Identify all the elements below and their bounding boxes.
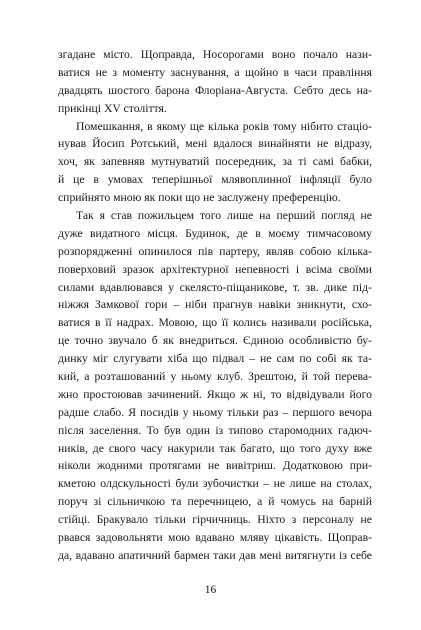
text-line: двадцять шостого барона Флоріана-Августа. Себто десь на- xyxy=(58,83,372,97)
text-line: ніколи жодними протягами не вивітриш. Додатковою при- xyxy=(58,459,372,473)
text-line: це точно звучало б як внедриться. Єдиною особливістю бу- xyxy=(58,334,372,348)
text-line: силами вдавлювався у скелясто-піщаникове, т. зв. дике під- xyxy=(58,280,372,294)
text-line: Помешкання, в якому ще кілька років тому нібито стаціо- xyxy=(76,119,372,133)
text-line: ніжжя Замкової гори – ніби прагнув навіки зникнути, схо- xyxy=(58,298,372,312)
text-line: динку міг слугувати хіба що підвал – не сам по собі як та- xyxy=(58,352,372,366)
body-text xyxy=(58,46,372,565)
text-line: й це в умовах теперішньої млявоплинної інфляції було xyxy=(58,173,372,187)
text-line: поверховий зразок архітектурної непевності і всіма своїми xyxy=(58,262,372,276)
text-line: після заселення. То був один із типово старомодних гадюч- xyxy=(58,423,372,437)
text-line: кий, а розташований у ньому клуб. Зрештою, й той перева- xyxy=(58,370,372,384)
text-line: рвався задовольняти мою вдавано мляву цікавість. Щоправ- xyxy=(58,531,372,545)
text-line: ників, де свого часу накурили так багато, що того духу вже xyxy=(58,441,372,455)
text-line: радше слабо. Я посидів у ньому тільки раз – першого вечора xyxy=(58,405,372,419)
text-line: Так я став пожильцем того лише на перший погляд не xyxy=(76,209,372,223)
text-line: прикінці XV століття. xyxy=(58,101,167,115)
text-line: розпорядженні опинилося пів партеру, являв собою кілька- xyxy=(58,244,372,258)
text-line: сприйнято мною як поки що не заслужену преференцію. xyxy=(58,191,341,205)
text-line: згадане місто. Щоправда, Носорогами воно почало нази- xyxy=(58,48,372,61)
text-line: поруч зі сільничкою та перечницею, а й чомусь на барній xyxy=(58,495,372,509)
text-line: нував Йосип Ротський, мені вдалося винайняти не відразу, xyxy=(58,137,372,151)
text-line: стійці. Бракувало тільки гірчичниць. Ніхто з персоналу не xyxy=(58,513,372,527)
text-line: ватися в її надрах. Мовою, що її колись називали російська, xyxy=(58,316,372,330)
text-line: дуже видатного місця. Будинок, де в моєму тимчасовому xyxy=(58,226,372,240)
text-line: хоч, як запевняв мутнуватий посередник, за ті самі бабки, xyxy=(58,155,372,169)
text-line: ватися не з моменту заснування, а щойно в часи правління xyxy=(58,65,372,79)
text-line: да, вдавано апатичний бармен таки дав мені витягнути із себе xyxy=(58,548,372,562)
text-line: кметою олдскульності були зубочистки – не лише на столах, xyxy=(58,477,372,491)
text-line: жно простоював зачинений. Якщо ж ні, то відвідували його xyxy=(58,387,372,401)
page-number: 16 xyxy=(204,584,217,596)
